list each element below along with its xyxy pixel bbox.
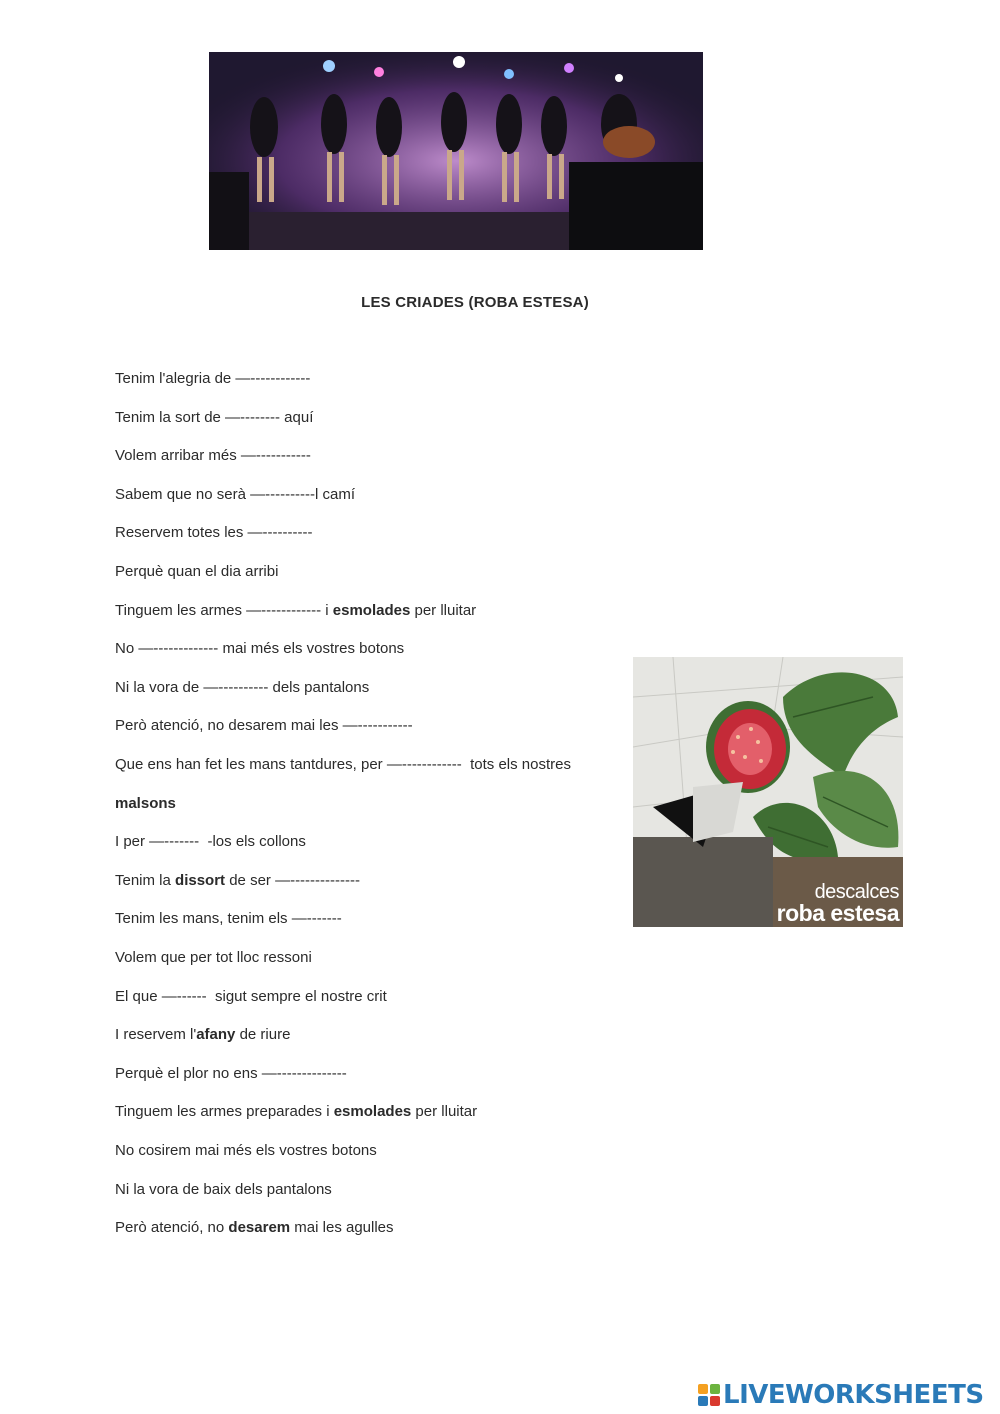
lyric-text: No cosirem mai més els vostres botons xyxy=(115,1142,377,1159)
lyric-text: Volem que per tot lloc ressoni xyxy=(115,949,312,966)
lyric-text: Tenim les mans, tenim els —------- xyxy=(115,910,342,927)
lyric-text: Tenim la sort de —-------- aquí xyxy=(115,409,314,426)
lyric-line xyxy=(115,833,306,851)
logo-squares-icon xyxy=(698,1384,720,1406)
lyric-text: per lluitar xyxy=(410,602,477,619)
liveworksheets-logo[interactable] xyxy=(698,1380,984,1410)
lyric-line xyxy=(115,910,342,928)
lyric-bold-word: dissort xyxy=(175,872,226,889)
lyric-line xyxy=(115,795,176,813)
brand-name: LIVEWORKSHEETS xyxy=(723,1380,984,1410)
album-artist-line: descalces xyxy=(814,881,899,903)
lyric-bold-word: esmolades xyxy=(332,602,411,619)
worksheet-title: LES CRIADES (ROBA ESTESA) xyxy=(361,294,589,311)
lyric-line xyxy=(115,717,413,735)
lyric-text: Ni la vora de —---------- dels pantalons xyxy=(115,679,370,696)
lyric-bold-word: desarem xyxy=(228,1219,291,1236)
lyric-line xyxy=(115,1181,332,1199)
lyric-line xyxy=(115,370,310,388)
lyric-text: Però atenció, no desarem mai les —----------- xyxy=(115,717,413,734)
lyric-text: Que ens han fet les mans tantdures, per —------------ tots els nostres xyxy=(115,756,571,773)
lyric-line xyxy=(115,602,476,620)
lyric-text: I reservem l' xyxy=(115,1026,197,1043)
lyric-bold-word: esmolades xyxy=(333,1103,412,1120)
lyric-line xyxy=(115,1065,347,1083)
lyric-text: Tenim la xyxy=(115,872,176,889)
lyric-line xyxy=(115,1026,290,1044)
lyric-text: El que —------ sigut sempre el nostre crit xyxy=(115,988,387,1005)
lyric-text: Tinguem les armes —------------ i xyxy=(115,602,333,619)
lyric-text: Tinguem les armes preparades i xyxy=(115,1103,334,1120)
lyric-text: per lluitar xyxy=(411,1103,478,1120)
lyric-line xyxy=(115,447,311,465)
lyric-text: Sabem que no serà —----------l camí xyxy=(115,486,356,503)
lyric-line xyxy=(115,524,313,542)
album-title xyxy=(777,882,899,925)
lyric-line xyxy=(115,563,278,581)
lyric-line xyxy=(115,409,313,427)
lyric-text: Tenim l'alegria de —------------ xyxy=(115,370,311,387)
lyric-text: Perquè quan el dia arribi xyxy=(115,563,279,580)
lyric-line xyxy=(115,1219,394,1237)
lyric-bold-word: malsons xyxy=(115,795,176,812)
lyric-line xyxy=(115,988,387,1006)
lyric-line xyxy=(115,949,312,967)
lyric-line xyxy=(115,872,360,890)
lyric-text: Reservem totes les —---------- xyxy=(115,524,313,541)
concert-photo-illustration xyxy=(209,52,703,250)
lyric-text: de riure xyxy=(235,1026,291,1043)
lyric-line xyxy=(115,486,355,504)
album-cover xyxy=(633,657,903,927)
lyric-text: mai les agulles xyxy=(290,1219,394,1236)
lyric-bold-word: afany xyxy=(196,1026,236,1043)
lyric-text: No —------------- mai més els vostres botons xyxy=(115,640,405,657)
lyric-text: de ser —-------------- xyxy=(225,872,361,889)
lyric-text: I per —------- -los els collons xyxy=(115,833,306,850)
album-name-line: roba estesa xyxy=(776,900,899,926)
lyric-text: Però atenció, no xyxy=(115,1219,229,1236)
lyric-line xyxy=(115,679,369,697)
lyric-text: Perquè el plor no ens —-------------- xyxy=(115,1065,347,1082)
lyric-line xyxy=(115,1103,477,1121)
lyric-line xyxy=(115,1142,377,1160)
lyric-text: Ni la vora de baix dels pantalons xyxy=(115,1181,332,1198)
lyric-line xyxy=(115,640,404,658)
band-concert-photo xyxy=(209,52,703,250)
lyric-text: Volem arribar més —----------- xyxy=(115,447,311,464)
lyric-line xyxy=(115,756,571,774)
